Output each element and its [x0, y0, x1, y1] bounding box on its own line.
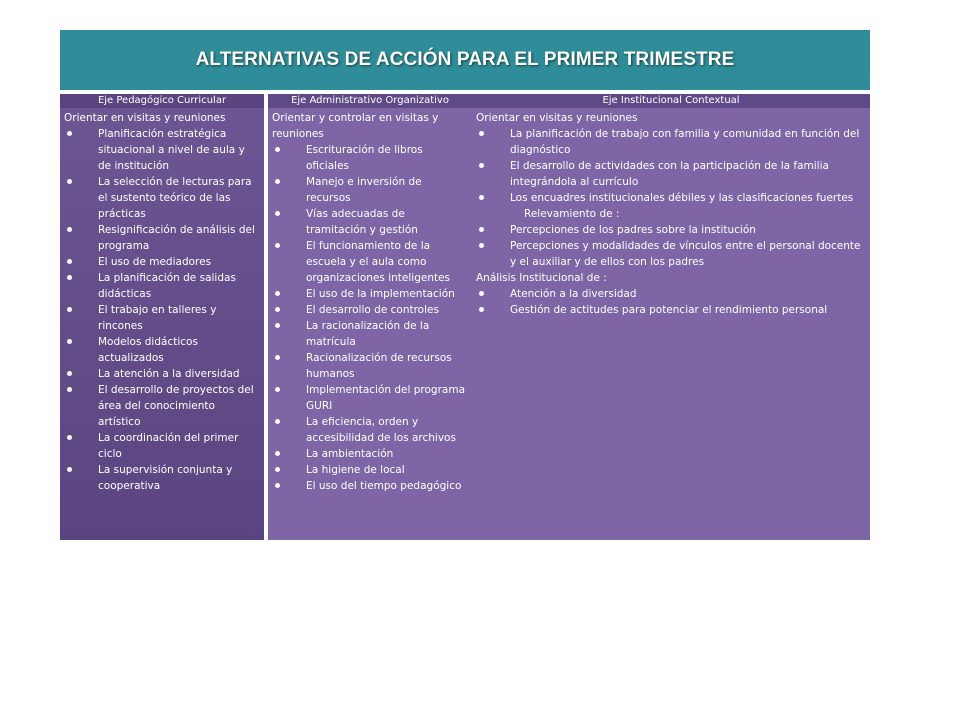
title-banner	[60, 30, 870, 90]
column-pedagogico	[60, 94, 264, 540]
column-intro: Orientar en visitas y reuniones	[476, 112, 638, 124]
list-item: La ambientación	[272, 446, 468, 462]
list-item: La racionalización de la matrícula	[272, 318, 468, 350]
list-item: Gestión de actitudes para potenciar el rendimiento personal	[476, 302, 866, 318]
item-list	[476, 286, 866, 318]
item-list	[476, 126, 866, 206]
list-item: La higiene de local	[272, 462, 468, 478]
column-intro: Orientar en visitas y reuniones	[64, 112, 226, 124]
list-item: El uso del tiempo pedagógico	[272, 478, 468, 494]
list-item: La planificación de salidas didácticas	[64, 270, 260, 302]
analysis-label: Análisis Institucional de :	[476, 272, 607, 284]
list-item: El trabajo en talleres y rincones	[64, 302, 260, 334]
list-item: La atención a la diversidad	[64, 366, 260, 382]
list-item: Los encuadres institucionales débiles y las clasificaciones fuertes	[476, 190, 866, 206]
list-item: Modelos didácticos actualizados	[64, 334, 260, 366]
column-header: Eje Administrativo Organizativo	[268, 94, 472, 108]
item-list	[64, 126, 260, 494]
list-item: Escrituración de libros oficiales	[272, 142, 468, 174]
list-item: Racionalización de recursos humanos	[272, 350, 468, 382]
list-item: El funcionamiento de la escuela y el aula como organizaciones inteligentes	[272, 238, 468, 286]
list-item: Planificación estratégica situacional a nivel de aula y de institución	[64, 126, 260, 174]
list-item: El desarrollo de actividades con la participación de la familia integrándola al currículo	[476, 158, 866, 190]
list-item: El uso de la implementación	[272, 286, 468, 302]
list-item: Implementación del programa GURI	[272, 382, 468, 414]
column-body	[60, 108, 264, 494]
list-item: Atención a la diversidad	[476, 286, 866, 302]
column-header: Eje Pedagógico Curricular	[60, 94, 264, 108]
list-item: La supervisión conjunta y cooperativa	[64, 462, 260, 494]
action-table	[60, 94, 870, 540]
list-item: El desarrollo de proyectos del área del conocimiento artístico	[64, 382, 260, 430]
list-item: La selección de lecturas para el sustento teórico de las prácticas	[64, 174, 260, 222]
list-item: Percepciones de los padres sobre la institución	[476, 222, 866, 238]
column-body	[268, 108, 472, 494]
list-item: La eficiencia, orden y accesibilidad de los archivos	[272, 414, 468, 446]
column-intro: Orientar y controlar en visitas y reuniones	[272, 112, 439, 140]
list-item: Percepciones y modalidades de vínculos entre el personal docente y el auxiliar y de ellos con los padres	[476, 238, 866, 270]
list-item: La planificación de trabajo con familia y comunidad en función del diagnóstico	[476, 126, 866, 158]
list-item: El desarrollo de controles	[272, 302, 468, 318]
list-item: Manejo e inversión de recursos	[272, 174, 468, 206]
column-header: Eje Institucional Contextual	[472, 94, 870, 108]
column-institucional	[472, 94, 870, 540]
item-list	[272, 142, 468, 494]
item-list	[476, 222, 866, 270]
list-item: El uso de mediadores	[64, 254, 260, 270]
page-title: ALTERNATIVAS DE ACCIÓN PARA EL PRIMER TRIMESTRE	[195, 49, 735, 70]
column-administrativo	[268, 94, 472, 540]
list-item: Vías adecuadas de tramitación y gestión	[272, 206, 468, 238]
list-item: La coordinación del primer ciclo	[64, 430, 260, 462]
column-body	[472, 108, 870, 318]
list-item: Resignificación de análisis del programa	[64, 222, 260, 254]
relevamiento-label: Relevamiento de :	[524, 208, 620, 220]
